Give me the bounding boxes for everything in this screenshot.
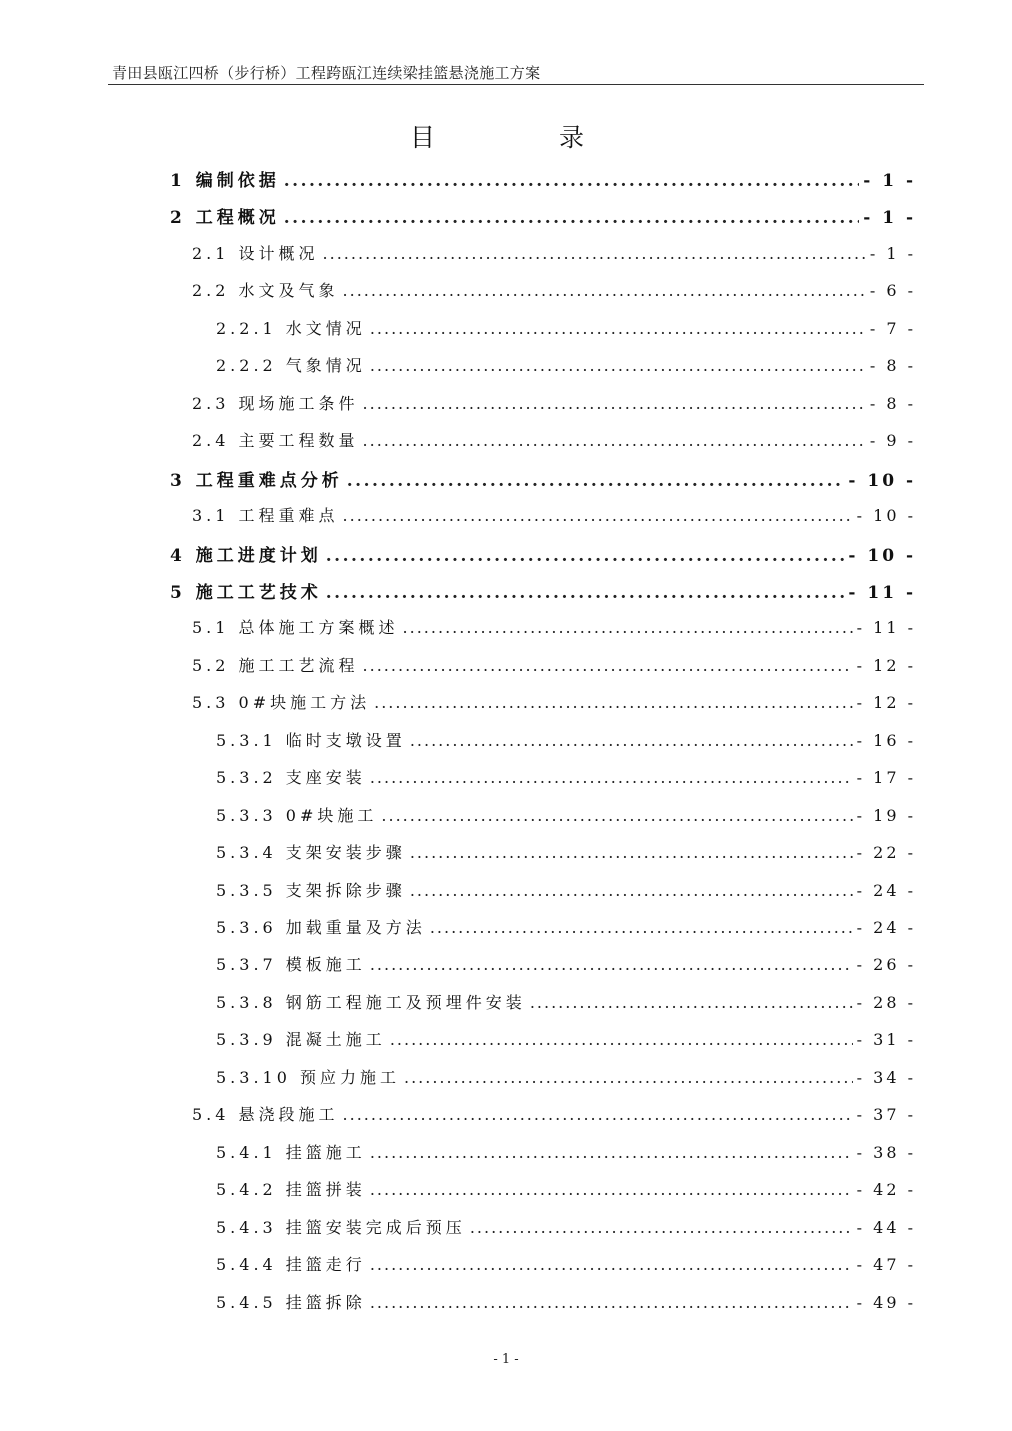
toc-entry-label: 5.3.10 预应力施工	[216, 1067, 400, 1087]
toc-leader-dots	[284, 171, 859, 191]
toc-entry-page: - 10 -	[848, 470, 916, 491]
toc-entry[interactable]	[216, 1290, 916, 1320]
toc-leader-dots	[326, 583, 845, 603]
toc-leader-dots	[284, 208, 859, 228]
toc-entry-label: 5.1 总体施工方案概述	[192, 618, 399, 638]
toc-leader-dots	[370, 955, 853, 974]
toc-leader-dots	[470, 1218, 853, 1237]
toc-entry-page: - 24 -	[856, 880, 916, 900]
toc-leader-dots	[363, 656, 853, 675]
toc-entry[interactable]	[170, 578, 916, 608]
toc-entry-label: 5.3.1 临时支墩设置	[216, 730, 406, 750]
toc-entry-label: 3 工程重难点分析	[170, 470, 343, 491]
header-divider	[108, 84, 924, 85]
toc-entry-page: - 38 -	[856, 1142, 916, 1162]
toc-leader-dots	[370, 1293, 853, 1312]
toc-entry-label: 5.3.6 加载重量及方法	[216, 918, 426, 937]
toc-entry-page: - 1 -	[869, 243, 916, 263]
toc-entry[interactable]	[192, 690, 916, 720]
toc-entry-page: - 11 -	[848, 582, 916, 603]
toc-leader-dots	[410, 843, 853, 862]
toc-entry[interactable]	[216, 1065, 916, 1095]
toc-leader-dots	[343, 281, 866, 300]
toc-entry-label: 3.1 工程重难点	[192, 506, 339, 526]
toc-leader-dots	[323, 244, 866, 263]
toc-leader-dots	[343, 506, 853, 525]
toc-leader-dots	[390, 1030, 853, 1049]
toc-entry-page: - 8 -	[869, 393, 916, 413]
toc-leader-dots	[410, 881, 853, 900]
toc-entry-page: - 9 -	[869, 431, 916, 451]
toc-leader-dots	[404, 1068, 853, 1087]
toc-entry[interactable]	[216, 1215, 916, 1245]
toc-entry-page: - 34 -	[856, 1067, 916, 1087]
toc-leader-dots	[343, 1105, 853, 1124]
toc-entry-page: - 26 -	[856, 955, 916, 975]
toc-entry[interactable]	[216, 915, 916, 945]
toc-entry-label: 5.3.2 支座安装	[216, 768, 366, 788]
toc-entry-page: - 19 -	[856, 805, 916, 825]
toc-entry-page: - 6 -	[869, 281, 916, 301]
toc-entry-label: 5.4.2 挂篮拼装	[216, 1180, 366, 1200]
toc-entry[interactable]	[216, 1177, 916, 1207]
toc-entry-label: 5.4.4 挂篮走行	[216, 1255, 366, 1275]
toc-entry-page: - 49 -	[856, 1292, 916, 1312]
toc-entry-page: - 31 -	[856, 1030, 916, 1050]
toc-entry-label: 5.3.7 模板施工	[216, 955, 366, 975]
toc-entry-label: 2.2 水文及气象	[192, 281, 339, 301]
toc-entry-page: - 17 -	[856, 768, 916, 788]
toc-entry[interactable]	[192, 428, 916, 458]
toc-entry-page: - 10 -	[856, 506, 916, 526]
toc-entry[interactable]	[216, 765, 916, 795]
toc-entry[interactable]	[192, 653, 916, 683]
toc-entry-label: 5.3.5 支架拆除步骤	[216, 880, 406, 900]
toc-leader-dots	[370, 1255, 853, 1274]
toc-entry-label: 5 施工工艺技术	[170, 582, 322, 603]
toc-entry-page: - 12 -	[856, 655, 916, 675]
toc-entry-label: 5.4.3 挂篮安装完成后预压	[216, 1217, 466, 1237]
toc-entry-label: 2.2.2 气象情况	[216, 356, 366, 376]
toc-entry-page: - 11 -	[856, 618, 916, 638]
toc-entry-label: 2.2.1 水文情况	[216, 318, 366, 338]
toc-entry[interactable]	[216, 353, 916, 383]
toc-entry-label: 5.4.1 挂篮施工	[216, 1142, 366, 1162]
toc-entry[interactable]	[192, 278, 916, 308]
toc-entry-label: 5.3 0#块施工方法	[192, 693, 371, 713]
toc-leader-dots	[347, 471, 845, 491]
toc-leader-dots	[410, 731, 853, 750]
toc-entry-page: - 8 -	[869, 356, 916, 376]
toc-entry-page: - 16 -	[856, 730, 916, 750]
toc-entry[interactable]	[216, 728, 916, 758]
toc-entry-label: 5.3.8 钢筋工程施工及预埋件安装	[216, 992, 526, 1012]
toc-entry[interactable]	[216, 803, 916, 833]
toc-entry-label: 4 施工进度计划	[170, 545, 322, 566]
toc-title: 目 录	[410, 123, 642, 152]
toc-entry[interactable]	[192, 615, 916, 645]
running-header: 青田县瓯江四桥（步行桥）工程跨瓯江连续梁挂篮悬浇施工方案	[112, 64, 541, 82]
toc-entry-label: 1 编制依据	[170, 171, 280, 191]
toc-leader-dots	[326, 546, 845, 566]
toc-entry-label: 5.4.5 挂篮拆除	[216, 1292, 366, 1312]
toc-entry[interactable]	[216, 952, 916, 982]
toc-entry[interactable]	[216, 840, 916, 870]
toc-entry[interactable]	[216, 1252, 916, 1282]
toc-entry-page: - 22 -	[856, 843, 916, 863]
page-number: - 1 -	[493, 1352, 519, 1367]
toc-entry[interactable]	[192, 391, 916, 421]
toc-entry[interactable]	[170, 466, 916, 496]
toc-leader-dots	[403, 618, 853, 637]
toc-entry[interactable]	[192, 503, 916, 533]
toc-entry[interactable]	[216, 1140, 916, 1170]
toc-entry-page: - 7 -	[869, 318, 916, 338]
toc-entry-page: - 47 -	[856, 1255, 916, 1275]
toc-entry[interactable]	[216, 990, 916, 1020]
toc-leader-dots	[381, 806, 852, 825]
toc-leader-dots	[370, 356, 866, 375]
toc-leader-dots	[370, 1180, 853, 1199]
toc-leader-dots	[530, 993, 853, 1012]
toc-leader-dots	[370, 768, 853, 787]
toc-entry-page: - 24 -	[856, 918, 916, 937]
toc-entry[interactable]	[192, 1102, 916, 1132]
toc-leader-dots	[374, 693, 853, 712]
toc-leader-dots	[430, 918, 853, 937]
toc-entry[interactable]	[170, 203, 916, 233]
toc-entry-label: 2.1 设计概况	[192, 243, 319, 263]
toc-entry-page: - 10 -	[848, 545, 916, 566]
toc-entry-page: - 37 -	[856, 1105, 916, 1125]
toc-entry[interactable]	[170, 541, 916, 571]
toc-entry-label: 5.2 施工工艺流程	[192, 655, 359, 675]
toc-entry-page: - 44 -	[856, 1217, 916, 1237]
toc-leader-dots	[363, 431, 866, 450]
toc-entry-label: 5.3.9 混凝土施工	[216, 1030, 386, 1050]
toc-entry-label: 5.3.4 支架安装步骤	[216, 843, 406, 863]
toc-entry-page: - 1 -	[863, 171, 916, 191]
toc-entry-label: 2 工程概况	[170, 208, 280, 229]
toc-entry[interactable]	[216, 316, 916, 346]
toc-entry-page: - 42 -	[856, 1180, 916, 1200]
toc-leader-dots	[363, 394, 866, 413]
toc-leader-dots	[370, 1143, 853, 1162]
toc-entry[interactable]	[192, 241, 916, 271]
toc-entry-page: - 28 -	[856, 992, 916, 1012]
toc-entry[interactable]	[170, 166, 916, 196]
toc-entry[interactable]	[216, 1027, 916, 1057]
toc-entry-page: - 12 -	[856, 693, 916, 713]
toc-entry[interactable]	[216, 878, 916, 908]
toc-entry-label: 5.4 悬浇段施工	[192, 1105, 339, 1125]
toc-entry-label: 5.3.3 0#块施工	[216, 805, 378, 825]
toc-entry-label: 2.3 现场施工条件	[192, 393, 359, 413]
toc-entry-label: 2.4 主要工程数量	[192, 431, 359, 451]
toc-entry-page: - 1 -	[863, 208, 916, 229]
toc-leader-dots	[370, 319, 866, 338]
